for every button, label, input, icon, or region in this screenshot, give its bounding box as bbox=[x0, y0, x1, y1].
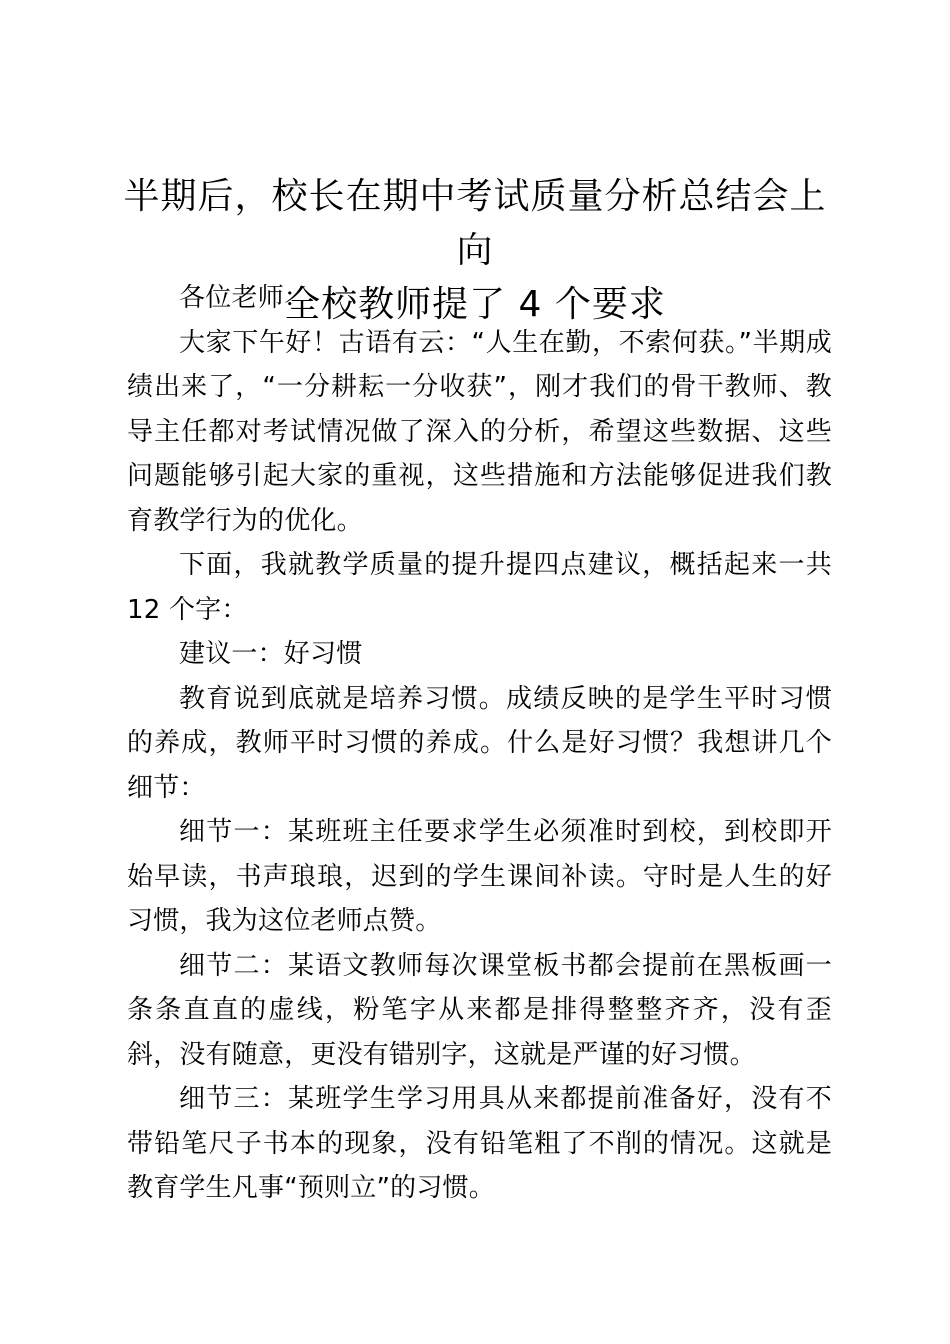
section-heading: 建议一：好习惯 bbox=[179, 639, 363, 669]
paragraph-habits: 教育说到底就是培养习惯。成绩反映的是学生平时习惯的养成，教师平时习惯的养成。什么是好习惯？我想讲几个细节： bbox=[127, 683, 832, 803]
paragraph-intro: 下面，我就教学质量的提升提四点建议，概括起来一共 12 个字： bbox=[127, 550, 832, 625]
paragraph-detail-3: 细节三：某班学生学习用具从来都提前准备好，没有不带铅笔尺子书本的现象，没有铅笔粗了不削的情况。这就是教育学生凡事“预则立”的习惯。 bbox=[127, 1084, 832, 1203]
paragraph-detail-1: 细节一：某班班主任要求学生必须准时到校，到校即开始早读，书声琅琅，迟到的学生课间补读。守时是人生的好习惯，我为这位老师点赞。 bbox=[127, 817, 832, 936]
document-body bbox=[127, 276, 832, 1211]
title-line-1: 半期后，校长在期中考试质量分析总结会上向 bbox=[123, 176, 827, 271]
paragraph-detail-2: 细节二：某语文教师每次课堂板书都会提前在黑板画一条条直直的虚线，粉笔字从来都是排得整整齐齐，没有歪斜，没有随意，更没有错别字，这就是严谨的好习惯。 bbox=[127, 950, 832, 1070]
title-line-2: 全校教师提了 4 个要求 bbox=[284, 284, 666, 325]
salutation: 各位老师： bbox=[179, 283, 311, 313]
paragraph-opening: 大家下午好！古语有云：“人生在勤，不索何获。”半期成绩出来了，“一分耕耘一分收获”，刚才我们的骨干教师、教导主任都对考试情况做了深入的分析，希望这些数据、这些问题能够引起大家的重视，这些措施和方法能够促进我们教育教学行为的优化。 bbox=[127, 327, 832, 536]
